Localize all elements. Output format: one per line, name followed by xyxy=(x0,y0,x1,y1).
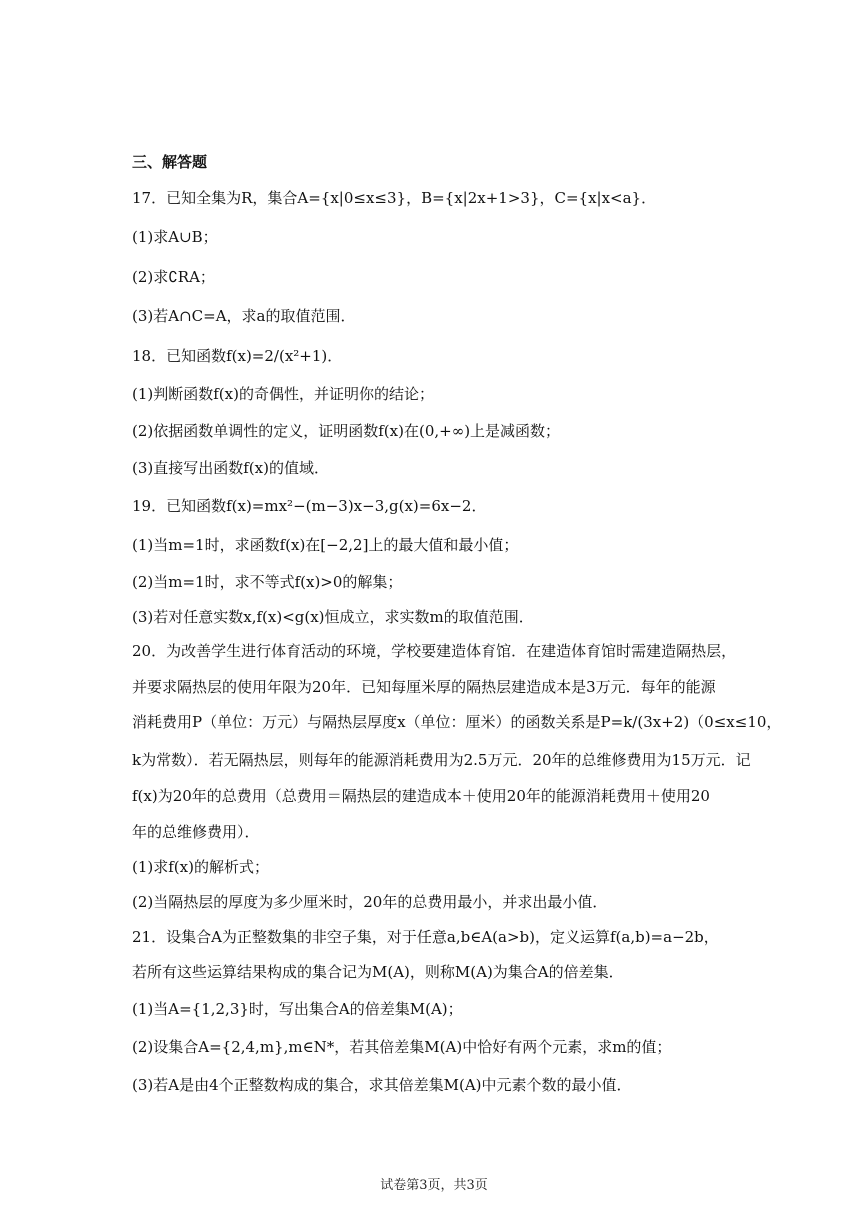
q20-stem-line4: k为常数）．若无隔热层，则每年的能源消耗费用为2.5万元．20年的总维修费用为15万元．记 xyxy=(132,751,751,769)
q20-stem-line6: 年的总维修费用）． xyxy=(132,823,260,841)
q19-part1: (1)当m=1时，求函数f(x)在[−2,2]上的最大值和最小值； xyxy=(132,536,519,554)
page-footer: 试卷第3页，共3页 xyxy=(380,1178,488,1193)
q21-stem-line2: 若所有这些运算结果构成的集合记为M(A)，则称M(A)为集合A的倍差集． xyxy=(132,963,624,981)
q17-part3: (3)若A∩C=A，求a的取值范围． xyxy=(132,307,356,325)
section-title: 三、解答题 xyxy=(132,153,208,171)
q21-stem-line1: 21．设集合A为正整数集的非空子集，对于任意a,b∈A(a>b)，定义运算f(a,b)=a−2b， xyxy=(132,928,719,946)
q20-part2: (2)当隔热层的厚度为多少厘米时，20年的总费用最小，并求出最小值． xyxy=(132,893,608,911)
q18-stem: 18．已知函数f(x)=2/(x²+1)． xyxy=(132,347,343,365)
q20-stem-line1: 20．为改善学生进行体育活动的环境，学校要建造体育馆．在建造体育馆时需建造隔热层， xyxy=(132,642,737,660)
q20-part1: (1)求f(x)的解析式； xyxy=(132,858,269,876)
q21-part3: (3)若A是由4个正整数构成的集合，求其倍差集M(A)中元素个数的最小值． xyxy=(132,1076,632,1094)
q19-part3: (3)若对任意实数x,f(x)<g(x)恒成立，求实数m的取值范围． xyxy=(132,608,534,626)
q17-part2: (2)求∁RA； xyxy=(132,268,215,286)
q18-part2: (2)依据函数单调性的定义，证明函数f(x)在(0,+∞)上是减函数； xyxy=(132,422,561,440)
q19-part2: (2)当m=1时，求不等式f(x)>0的解集； xyxy=(132,573,403,591)
q17-part1: (1)求A∪B； xyxy=(132,228,218,246)
q20-stem-line2: 并要求隔热层的使用年限为20年．已知每厘米厚的隔热层建造成本是3万元．每年的能源 xyxy=(132,678,716,696)
q21-part2: (2)设集合A={2,4,m},m∈N*，若其倍差集M(A)中恰好有两个元素，求m的值； xyxy=(132,1038,672,1056)
q18-part3: (3)直接写出函数f(x)的值域． xyxy=(132,459,329,477)
q18-part1: (1)判断函数f(x)的奇偶性，并证明你的结论； xyxy=(132,385,434,403)
q20-stem-line3: 消耗费用P（单位：万元）与隔热层厚度x（单位：厘米）的函数关系是P=k/(3x+2)（0≤x≤10， xyxy=(132,713,782,731)
q20-stem-line5: f(x)为20年的总费用（总费用＝隔热层的建造成本＋使用20年的能源消耗费用＋使用20 xyxy=(132,787,710,805)
q17-stem: 17．已知全集为R，集合A={x|0≤x≤3}，B={x|2x+1>3}，C={x|x<a}． xyxy=(132,189,657,207)
q19-stem: 19．已知函数f(x)=mx²−(m−3)x−3,g(x)=6x−2． xyxy=(132,497,487,515)
q21-part1: (1)当A={1,2,3}时，写出集合A的倍差集M(A)； xyxy=(132,1000,463,1018)
